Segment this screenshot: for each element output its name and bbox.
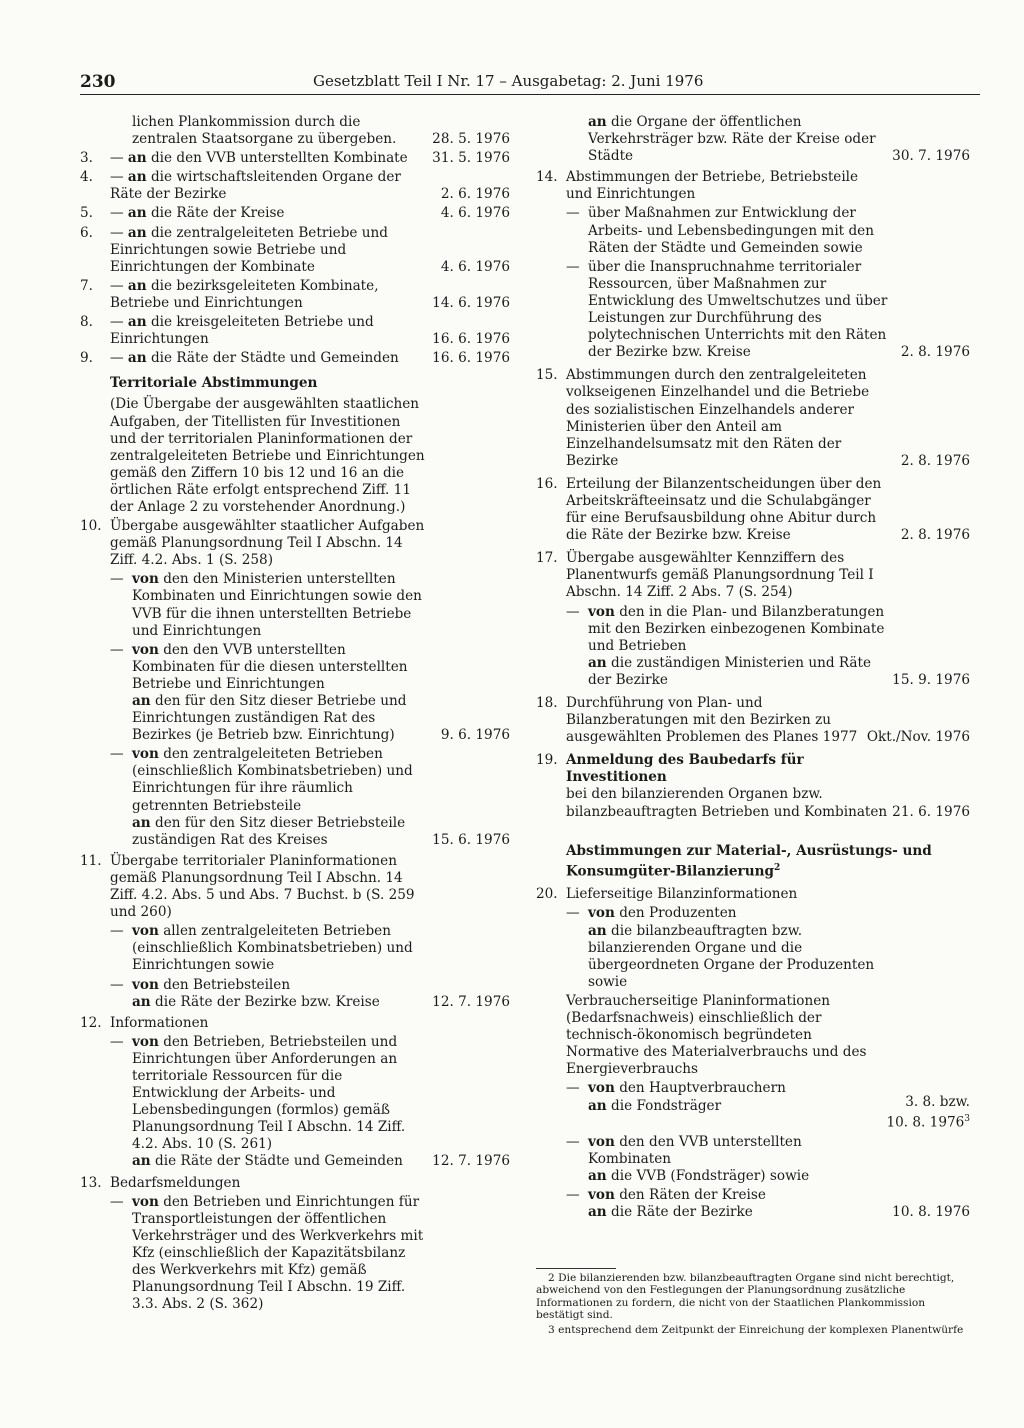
entry-20-sub-3: — von den den VVB unterstellten Kombinaten an die VVB (Fondsträger) sowie bbox=[566, 1133, 810, 1184]
entry-10-sub-2: — von den den VVB unterstellten Kombinaten für die diesen unterstellten Betriebe und Einrichtungen an den für den Sitz dieser Betriebe und Einrichtungen zuständigen Rat des Bezirkes (je Betrieb bzw. Einrichtung) 9. 6. 1976 bbox=[110, 641, 510, 744]
deadline: 2. 6. 1976 bbox=[440, 186, 510, 203]
deadline: 30. 7. 1976 bbox=[892, 148, 970, 165]
entry-4: 4. — an die wirtschaftsleitenden Organe der Räte der Bezirke 2. 6. 1976 bbox=[80, 169, 510, 203]
entry-15: 15. Abstimmungen durch den zentralgeleiteten volkseigenen Einzelhandel und die Betriebe des sozialistischen Einzelhandels anderer Ministerien über den Anteil am Einzelhandelsumsatz mit den Räten der Bezirke 2. 8. 1976 bbox=[536, 367, 970, 469]
deadline: Okt./Nov. 1976 bbox=[866, 729, 970, 746]
deadline: 16. 6. 1976 bbox=[432, 331, 510, 348]
entry-10: 10. Übergabe ausgewählter staatlicher Aufgaben gemäß Planungsordnung Teil I Abschn. 14 Ziff. 4.2. Abs. 1 (S. 258) bbox=[80, 518, 425, 569]
entry-10-sub-3: — von den zentralgeleiteten Betrieben (einschließlich Kombinatsbetrieben) und Einrichtungen für ihre räumlich getrennten Betriebsteile an den für den Sitz dieser Betriebsteile zuständigen Rat des Kreises 15. 6. 1976 bbox=[110, 746, 510, 848]
entry-20-sub-2: — von den Hauptverbrauchern an die Fondsträger 3. 8. bzw. 10. 8. 1976$^3$ bbox=[566, 1080, 970, 1131]
section-heading-territorial: Territoriale Abstimmungen bbox=[110, 375, 318, 392]
entry-7: 7. — an die bezirksgeleiteten Kombinate, Betriebe und Einrichtungen 14. 6. 1976 bbox=[80, 277, 510, 311]
section-note: (Die Übergabe der ausgewählten staatlichen Aufgaben, der Titellisten für Investitionen und der territorialen Planinformationen der zentralgeleiteten Betriebe und Einrichtungen gemäß den Ziffern 10 bis 12 und 16 an die örtlichen Räte erfolgt entsprechend Ziff. 11 der Anlage 2 zu vorstehender Anordnung.) bbox=[110, 396, 425, 515]
entry-8: 8. — an die kreisgeleiteten Betriebe und Einrichtungen 16. 6. 1976 bbox=[80, 314, 510, 348]
entry-3: 3. — an die den VVB unterstellten Kombinate 31. 5. 1976 bbox=[80, 150, 510, 167]
entry-20: 20. Lieferseitige Bilanzinformationen bbox=[536, 886, 798, 903]
entry-6: 6. — an die zentralgeleiteten Betriebe und Einrichtungen sowie Betriebe und Einrichtungen der Kombinate 4. 6. 1976 bbox=[80, 224, 510, 275]
deadline: 2. 8. 1976 bbox=[900, 344, 970, 361]
deadline: 12. 7. 1976 bbox=[432, 1153, 510, 1170]
deadline: 21. 6. 1976 bbox=[892, 803, 970, 820]
entry-17: 17. Übergabe ausgewählter Kennziffern des Planentwurfs gemäß Planungsordnung Teil I Abschn. 14 Ziff. 2 Abs. 7 (S. 254) bbox=[536, 550, 874, 601]
entry-14-sub-2: — über die Inanspruchnahme territorialer Ressourcen, über Maßnahmen zur Entwicklung des Umweltschutzes und über Leistungen zur Durchführung des polytechnischen Unterrichts mit den Räten der Bezirke bzw. Kreise 2. 8. 1976 bbox=[566, 258, 970, 361]
deadline: 28. 5. 1976 bbox=[432, 131, 510, 148]
entry-16: 16. Erteilung der Bilanzentscheidungen über den Arbeitskräfteeinsatz und die Schulabgänger für eine Berufsausbildung ohne Abitur durch die Räte der Bezirke bzw. Kreise 2. 8. 1976 bbox=[536, 475, 970, 544]
entry-11: 11. Übergabe territorialer Planinformationen gemäß Planungsordnung Teil I Abschn. 14 Ziff. 4.2. Abs. 5 und Abs. 7 Buchst. b (S. 259 und 260) bbox=[80, 852, 415, 921]
entry-20-consumer-info: Verbraucherseitige Planinformationen (Bedarfsnachweis) einschließlich der technisch-ökonomisch begründeten Normative des Materialverbrauchs und des Energieverbrauchs bbox=[566, 992, 867, 1078]
right-column bbox=[536, 114, 970, 1223]
entry-20-sub-1: — von den Produzenten an die bilanzbeauftragten bzw. bilanzierenden Organe und die übergeordneten Organe der Produzenten sowie bbox=[566, 905, 875, 990]
entry-14: 14. Abstimmungen der Betriebe, Betriebsteile und Einrichtungen bbox=[536, 169, 859, 203]
footnotes bbox=[536, 1268, 970, 1338]
deadline: 10. 8. 1976 bbox=[892, 1203, 970, 1220]
entry-20-sub-4: — von den Räten der Kreise an die Räte der Bezirke 10. 8. 1976 bbox=[566, 1186, 970, 1220]
page-number: 230 bbox=[80, 72, 116, 92]
entry-12-sub-1: — von den Betrieben, Betriebsteilen und Einrichtungen über Anforderungen an territoriale Ressourcen für die Entwicklung der Arbeits- und Lebensbedingungen (formlos) gemäß Planungsordnung Teil I Abschn. 14 Ziff. 4.2. Abs. 10 (S. 261) an die Räte der Städte und Gemeinden 12. 7. 1976 bbox=[110, 1033, 510, 1170]
entry-17-sub-1: — von den in die Plan- und Bilanzberatungen mit den Bezirken einbezogenen Kombinate und Betrieben an die zuständigen Ministerien und Räte der Bezirke 15. 9. 1976 bbox=[566, 603, 970, 688]
deadline: 12. 7. 1976 bbox=[432, 993, 510, 1010]
entry-9: 9. — an die Räte der Städte und Gemeinden 16. 6. 1976 bbox=[80, 350, 510, 367]
entry-11-sub-2: — von den Betriebsteilen an die Räte der Bezirke bzw. Kreise 12. 7. 1976 bbox=[110, 976, 510, 1010]
deadline: 16. 6. 1976 bbox=[432, 350, 510, 367]
entry-18: 18. Durchführung von Plan- und Bilanzberatungen mit den Bezirken zu ausgewählten Problemen des Planes 1977 Okt./Nov. 1976 bbox=[536, 695, 970, 746]
deadline: 31. 5. 1976 bbox=[432, 150, 510, 167]
entry-13-sub-1: — von den Betrieben und Einrichtungen für Transportleistungen der öffentlichen Verkehrsträger und des Werkverkehrs mit Kfz (einschließlich der Kapazitätsbilanz des Werkverkehrs mit Kfz) gemäß Planungsordnung Teil I Abschn. 19 Ziff. 3.3. Abs. 2 (S. 362) bbox=[110, 1193, 424, 1313]
page-header bbox=[80, 72, 980, 95]
footnote-3: 3 entsprechend dem Zeitpunkt der Einreichung der komplexen Planentwürfe bbox=[548, 1323, 964, 1336]
deadline: 14. 6. 1976 bbox=[432, 294, 510, 311]
entry-13: 13. Bedarfsmeldungen bbox=[80, 1174, 241, 1191]
deadline: 4. 6. 1976 bbox=[440, 258, 510, 275]
deadline: 4. 6. 1976 bbox=[440, 205, 510, 222]
entry-12: 12. Informationen bbox=[80, 1014, 209, 1031]
gazette-title: Gesetzblatt Teil I Nr. 17 – Ausgabetag: 2. Juni 1976 bbox=[313, 72, 704, 90]
section-heading-balancing: Abstimmungen zur Material-, Ausrüstungs- und Konsumgüter-Bilanzierung$^2$ bbox=[566, 842, 932, 880]
entry-11-sub-1: — von allen zentralgeleiteten Betrieben (einschließlich Kombinatsbetrieben) und Einrichtungen sowie bbox=[110, 923, 413, 974]
entry-14-sub-1: — über Maßnahmen zur Entwicklung der Arbeits- und Lebensbedingungen mit den Räten der Städte und Gemeinden sowie bbox=[566, 205, 874, 256]
deadline: 15. 9. 1976 bbox=[892, 671, 970, 688]
entry-13-continuation: an die Organe der öffentlichen Verkehrsträger bzw. Räte der Kreise oder Städte 30. 7. 1976 bbox=[588, 114, 970, 165]
deadline: 3. 8. bzw. 10. 8. 1976$^3$ bbox=[886, 1093, 970, 1131]
deadline: 9. 6. 1976 bbox=[440, 727, 510, 744]
footnote-rule bbox=[536, 1268, 616, 1269]
footnote-2: 2 Die bilanzierenden bzw. bilanzbeauftragten Organe sind nicht berechtigt, abweichend von den Festlegungen der Planungsordnung zusätzliche Informationen zu fordern, die nicht von der Staatlichen Plankommission bestätigt sind. bbox=[536, 1272, 955, 1322]
deadline: 2. 8. 1976 bbox=[900, 527, 970, 544]
deadline: 15. 6. 1976 bbox=[432, 831, 510, 848]
entry-10-sub-1: — von den den Ministerien unterstellten Kombinaten und Einrichtungen sowie den VVB für die ihnen unterstellten Betriebe und Einrichtungen bbox=[110, 571, 422, 639]
entry-5: 5. — an die Räte der Kreise 4. 6. 1976 bbox=[80, 205, 510, 222]
entry-2-continuation: lichen Plankommission durch die zentralen Staatsorgane zu übergeben. 28. 5. 1976 bbox=[132, 114, 510, 148]
left-column bbox=[80, 114, 510, 1315]
entry-19: 19. Anmeldung des Baubedarfs für Investitionen bei den bilanzierenden Organen bzw. bilanzbeauftragten Betrieben und Kombinaten 21. 6. 1976 bbox=[536, 752, 970, 820]
deadline: 2. 8. 1976 bbox=[900, 452, 970, 469]
